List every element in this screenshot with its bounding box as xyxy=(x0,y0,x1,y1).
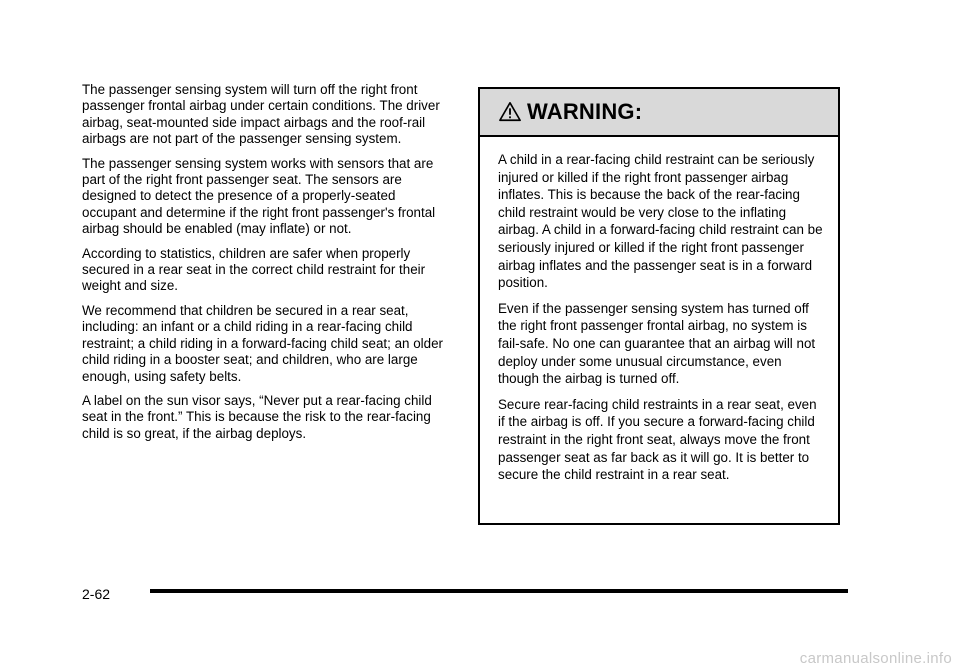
page-number: 2-62 xyxy=(82,586,111,602)
body-text-column xyxy=(82,82,450,450)
body-paragraph: The passenger sensing system works with sensors that are part of the right front passenger seat. The sensors are designed to detect the presence of a properly-seated occupant and determine if the right front passenger's frontal airbag should be enabled (may inflate) or not. xyxy=(82,155,436,237)
warning-box xyxy=(478,87,840,525)
body-paragraph: The passenger sensing system will turn off the right front passenger frontal airbag under certain conditions. The driver airbag, seat-mounted side impact airbags and the roof-rail airbags are not part of the passenger sensing system. xyxy=(82,82,440,147)
footer-rule xyxy=(150,589,848,593)
warning-header xyxy=(480,89,838,137)
warning-body xyxy=(480,137,838,484)
warning-triangle-icon xyxy=(499,101,521,123)
warning-title: WARNING: xyxy=(527,99,643,124)
warning-paragraph: A child in a rear-facing child restraint can be seriously injured or killed if the right front passenger airbag inflates. This is because the back of the rear-facing child restraint would be very close to the inflating airbag. A child in a forward-facing child restraint can be seriously injured or killed if the right front passenger airbag inflates and the passenger seat is in a forward position. xyxy=(498,152,823,291)
body-paragraph: A label on the sun visor says, “Never put a rear-facing child seat in the front.” This is because the risk to the rear-facing child is so great, if the airbag deploys. xyxy=(82,392,432,441)
warning-paragraph: Even if the passenger sensing system has turned off the right front passenger frontal airbag, no system is fail-safe. No one can guarantee that an airbag will not deploy under some unusual circumstance, even though the airbag is turned off. xyxy=(498,300,816,387)
warning-paragraph: Secure rear-facing child restraints in a rear seat, even if the airbag is off. If you secure a forward-facing child restraint in the right front seat, always move the front passenger seat as far back as it will go. It is better to secure the child restraint in a rear seat. xyxy=(498,396,817,483)
watermark: carmanualsonline.info xyxy=(799,650,952,667)
body-paragraph: According to statistics, children are safer when properly secured in a rear seat in the correct child restraint for their weight and size. xyxy=(82,245,426,294)
body-paragraph: We recommend that children be secured in a rear seat, including: an infant or a child riding in a rear-facing child restraint; a child riding in a forward-facing child seat; an older child riding in a booster seat; and children, who are large enough, using safety belts. xyxy=(82,302,443,384)
